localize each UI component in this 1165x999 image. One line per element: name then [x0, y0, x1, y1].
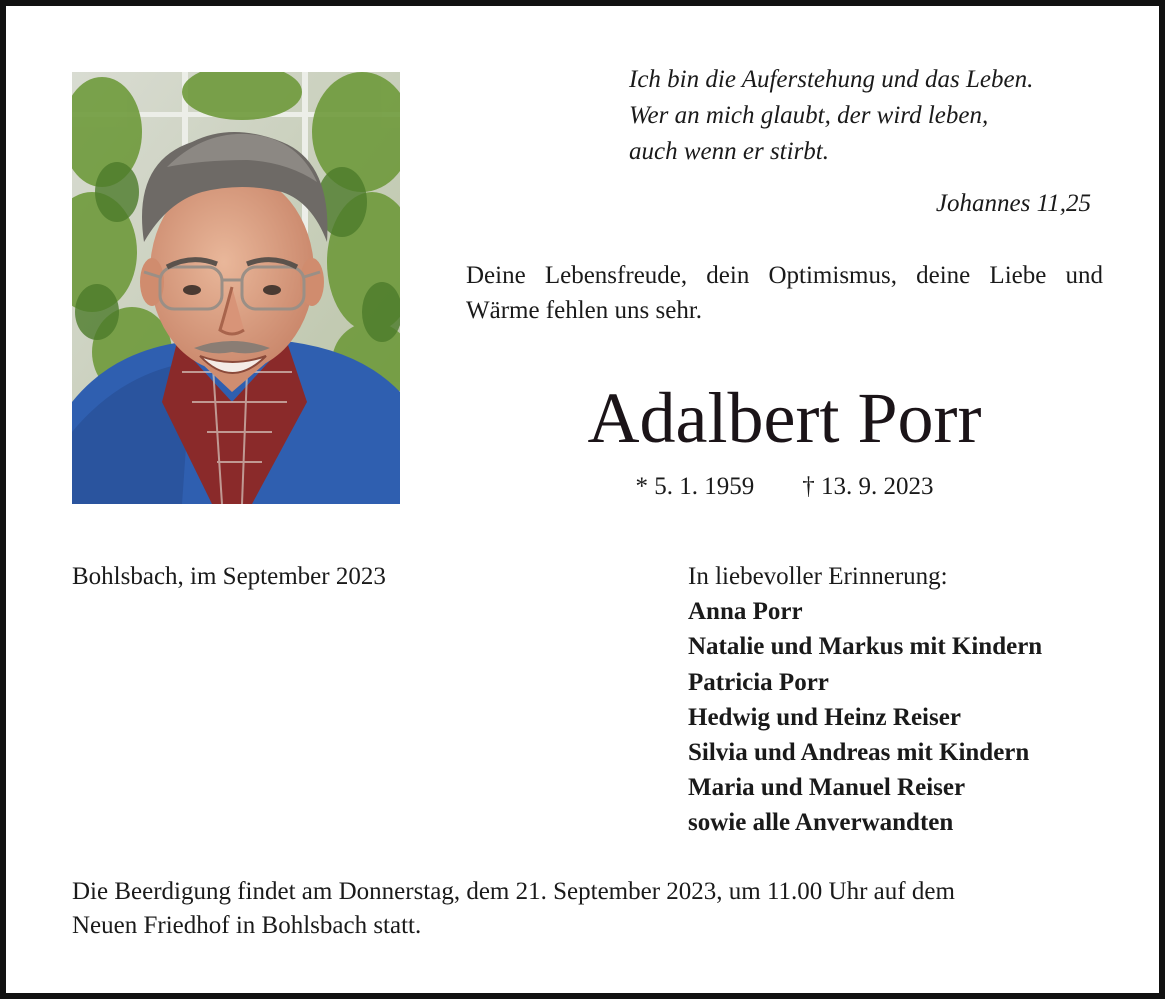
- life-dates: [466, 469, 1103, 505]
- mourners-block: [688, 559, 1042, 841]
- mourner-name: Patricia Porr: [688, 668, 829, 696]
- mourner-name: sowie alle Anverwandten: [688, 809, 954, 837]
- bible-quote: [629, 62, 1109, 170]
- place-and-date: Bohlsbach, im September 2023: [72, 563, 386, 590]
- death-date: † 13. 9. 2023: [802, 473, 934, 500]
- mourner-name: Silvia und Andreas mit Kindern: [688, 739, 1030, 767]
- mourner-name: Maria und Manuel Reiser: [688, 774, 966, 802]
- quote-line: Ich bin die Auferstehung und das Leben.: [629, 66, 1034, 93]
- portrait-photo: [72, 72, 400, 504]
- mourner-name: Hedwig und Heinz Reiser: [688, 703, 961, 731]
- mourner-name: Natalie und Markus mit Kindern: [688, 633, 1043, 661]
- mourner-name: Anna Porr: [688, 598, 803, 626]
- funeral-line: Neuen Friedhof in Bohlsbach statt.: [72, 912, 422, 939]
- birth-date: * 5. 1. 1959: [635, 473, 755, 500]
- quote-source: Johannes 11,25: [935, 190, 1091, 217]
- funeral-line: Die Beerdigung findet am Donnerstag, dem 21. September 2023, um 11.00 Uhr auf dem: [72, 878, 955, 905]
- deceased-name: Adalbert Porr: [587, 378, 982, 458]
- quote-line: auch wenn er stirbt.: [629, 138, 829, 165]
- memory-intro: In liebevoller Erinnerung:: [688, 563, 948, 590]
- quote-line: Wer an mich glaubt, der wird leben,: [629, 102, 989, 129]
- funeral-notice: [72, 875, 1112, 943]
- tribute-text: Deine Lebensfreude, dein Optimismus, deine Liebe und Wärme fehlen uns sehr.: [466, 262, 1103, 324]
